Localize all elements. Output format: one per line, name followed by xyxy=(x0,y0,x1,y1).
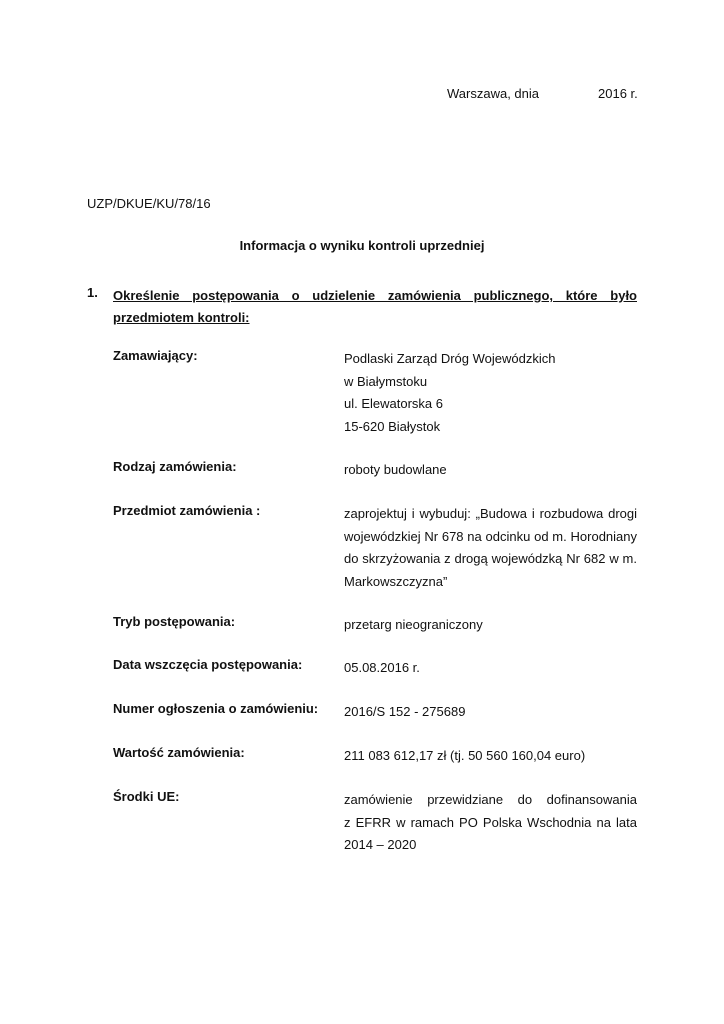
value-line: wojewódzkiej Nr 678 na odcinku od m. Horodniany xyxy=(344,528,637,544)
field-value xyxy=(344,459,637,482)
field-value xyxy=(344,503,637,593)
value-line: ul. Elewatorska 6 xyxy=(344,396,443,411)
value-line: 2016/S 152 - 275689 xyxy=(344,704,466,719)
field-label: Przedmiot zamówienia : xyxy=(113,503,261,518)
field-value xyxy=(344,614,637,637)
section-heading: Określenie postępowania o udzielenie zamówienia publicznego, które było przedmiotem kontroli: xyxy=(113,288,637,325)
value-line: do skrzyżowania z drogą wojewódzką Nr 682 w m. xyxy=(344,551,637,566)
section-number: 1. xyxy=(87,285,98,300)
field-label: Tryb postępowania: xyxy=(113,614,236,629)
value-line: 15-620 Białystok xyxy=(344,418,441,434)
place-date: Warszawa, dnia xyxy=(447,86,539,101)
value-line: 2014 – 2020 xyxy=(344,837,417,852)
value-line: Markowszczyzna” xyxy=(344,573,448,589)
field-value xyxy=(344,348,637,438)
value-line: zaprojektuj i wybuduj: „Budowa i rozbudowa drogi xyxy=(344,506,637,521)
field-value xyxy=(344,657,637,680)
field-label: Wartość zamówienia: xyxy=(113,745,245,760)
document-year: 2016 r. xyxy=(598,86,638,101)
field-value xyxy=(344,789,637,857)
reference-number: UZP/DKUE/KU/78/16 xyxy=(87,196,211,211)
value-line: przetarg nieograniczony xyxy=(344,617,483,632)
value-line: roboty budowlane xyxy=(344,462,447,477)
value-line: z EFRR w ramach PO Polska Wschodnia na lata xyxy=(344,814,637,830)
field-label: Data wszczęcia postępowania: xyxy=(113,657,303,672)
field-label: Numer ogłoszenia o zamówieniu: xyxy=(113,701,319,716)
value-line: zamówienie przewidziane do dofinansowania xyxy=(344,792,637,807)
value-line: 211 083 612,17 zł (tj. 50 560 160,04 euro) xyxy=(344,748,586,763)
document-title: Informacja o wyniku kontroli uprzedniej xyxy=(239,238,485,253)
field-label: Rodzaj zamówienia: xyxy=(113,459,237,474)
value-line: w Białymstoku xyxy=(344,373,428,389)
field-label: Zamawiający: xyxy=(113,348,198,363)
field-value xyxy=(344,745,637,768)
field-label: Środki UE: xyxy=(113,789,180,804)
value-line: Podlaski Zarząd Dróg Wojewódzkich xyxy=(344,351,556,366)
field-value xyxy=(344,701,637,724)
value-line: 05.08.2016 r. xyxy=(344,660,420,675)
